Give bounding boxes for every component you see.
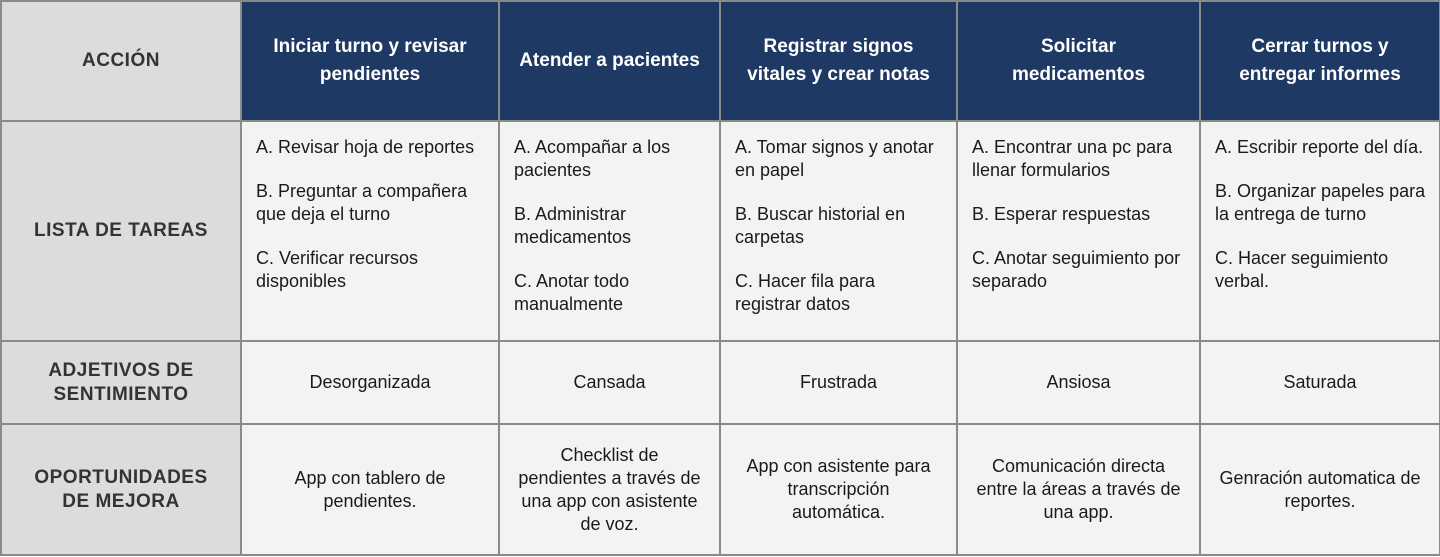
task-item: C. Anotar seguimiento por separado bbox=[972, 248, 1181, 291]
opportunity-cell: App con asistente para transcripción automática. bbox=[720, 424, 957, 555]
task-list-cell bbox=[1200, 121, 1440, 341]
opportunity-cell: App con tablero de pendientes. bbox=[241, 424, 499, 555]
feeling-cell: Ansiosa bbox=[957, 341, 1200, 424]
feeling-cell: Frustrada bbox=[720, 341, 957, 424]
task-list-cell bbox=[957, 121, 1200, 341]
actions-row bbox=[1, 1, 1440, 121]
task-item: A. Revisar hoja de reportes bbox=[256, 137, 475, 157]
row-header-oportunidades: OPORTUNIDADES DE MEJORA bbox=[1, 424, 241, 555]
feelings-row bbox=[1, 341, 1440, 424]
phase-title: Atender a pacientes bbox=[499, 1, 720, 121]
feeling-cell: Cansada bbox=[499, 341, 720, 424]
feeling-cell: Saturada bbox=[1200, 341, 1440, 424]
row-header-adjetivos: ADJETIVOS DE SENTIMIENTO bbox=[1, 341, 241, 424]
opportunity-cell: Genración automatica de reportes. bbox=[1200, 424, 1440, 555]
task-list-cell bbox=[499, 121, 720, 341]
task-item: A. Escribir reporte del día. bbox=[1215, 137, 1424, 157]
task-item: B. Esperar respuestas bbox=[972, 204, 1151, 224]
opportunity-cell: Comunicación directa entre la áreas a través de una app. bbox=[957, 424, 1200, 555]
task-item: A. Acompañar a los pacientes bbox=[514, 137, 671, 180]
task-item: C. Anotar todo manualmente bbox=[514, 271, 630, 314]
row-header-tareas: LISTA DE TAREAS bbox=[1, 121, 241, 341]
task-item: A. Encontrar una pc para llenar formularios bbox=[972, 137, 1173, 180]
task-item: B. Preguntar a compañera que deja el turno bbox=[256, 181, 468, 224]
task-list-cell bbox=[720, 121, 957, 341]
task-item: C. Hacer fila para registrar datos bbox=[735, 271, 876, 314]
opportunity-cell: Checklist de pendientes a través de una app con asistente de voz. bbox=[499, 424, 720, 555]
phase-title: Solicitar medicamentos bbox=[957, 1, 1200, 121]
phase-title: Registrar signos vitales y crear notas bbox=[720, 1, 957, 121]
phase-title: Iniciar turno y revisar pendientes bbox=[241, 1, 499, 121]
task-item: A. Tomar signos y anotar en papel bbox=[735, 137, 934, 180]
task-item: C. Hacer seguimiento verbal. bbox=[1215, 248, 1389, 291]
opportunities-row bbox=[1, 424, 1440, 555]
phase-title: Cerrar turnos y entregar informes bbox=[1200, 1, 1440, 121]
tasks-row bbox=[1, 121, 1440, 341]
task-item: B. Administrar medicamentos bbox=[514, 204, 632, 247]
row-header-accion: ACCIÓN bbox=[1, 1, 241, 121]
task-item: B. Buscar historial en carpetas bbox=[735, 204, 906, 247]
task-list-cell bbox=[241, 121, 499, 341]
task-item: B. Organizar papeles para la entrega de turno bbox=[1215, 181, 1426, 224]
feeling-cell: Desorganizada bbox=[241, 341, 499, 424]
task-item: C. Verificar recursos disponibles bbox=[256, 248, 419, 291]
